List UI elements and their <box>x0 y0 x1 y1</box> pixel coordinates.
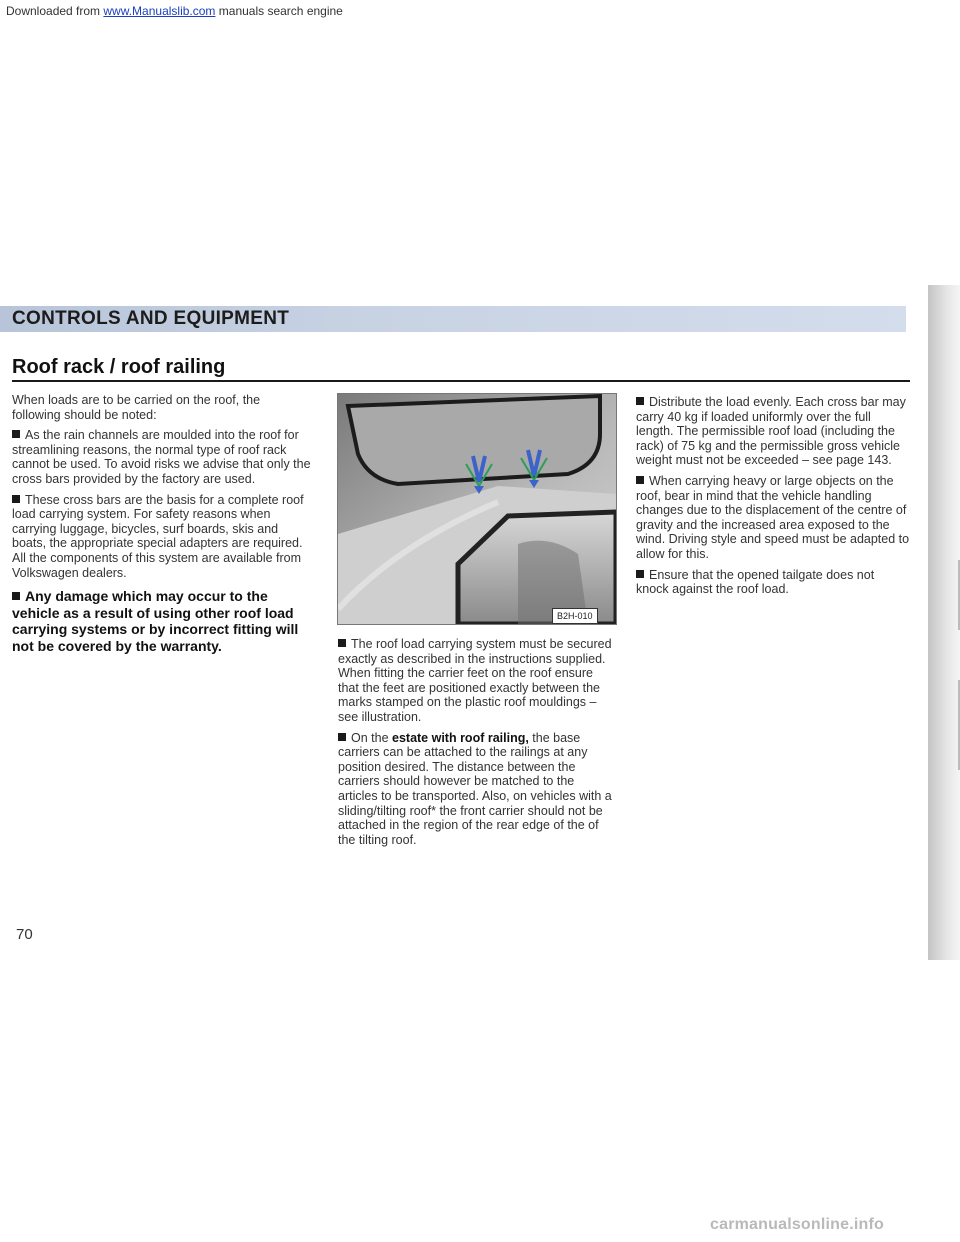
page-heading: Roof rack / roof railing <box>12 356 226 378</box>
load-distribution-text: Distribute the load evenly. Each cross bar may carry 40 kg if loaded uniformly over the full length. The permissible roof load (including the rack) of 75 kg and the permissible gross vehicle weight must not be exceeded – see page 143. <box>636 395 906 468</box>
tailgate-paragraph <box>636 568 910 597</box>
section-title: CONTROLS AND EQUIPMENT <box>12 308 290 329</box>
rain-channel-text: As the rain channels are moulded into the roof for streamlining reasons, the normal type of roof rack cannot be used. To avoid risks we advise that only the cross bars provided by the factory are used. <box>12 428 311 486</box>
warranty-warning-text: Any damage which may occur to the vehicle as a result of using other roof load carrying systems or by incorrect fitting will not be covered by the warranty. <box>12 588 299 654</box>
column-1 <box>12 393 312 660</box>
roof-photo-drawing <box>338 394 616 624</box>
square-bullet-icon <box>636 570 644 578</box>
square-bullet-icon <box>12 592 20 600</box>
roof-railing-paragraph <box>338 731 616 848</box>
watermark: carmanualsonline.info <box>710 1216 885 1233</box>
figure-label: B2H-010 <box>552 608 598 624</box>
roof-railing-post: the base carriers can be attached to the railings at any position desired. The distance between the carriers should however be matched to the articles to be transported. Also, on vehicles with a sliding/tilting roof* the front carrier should not be attached in the region of the rear edge of the of the tilting roof. <box>338 730 612 847</box>
carrier-fitting-text: The roof load carrying system must be secured exactly as described in the instructions supplied. When fitting the carrier feet on the roof ensure that the feet are positioned exactly between the marks stamped on the plastic roof mouldings – see illustration. <box>338 637 612 724</box>
column-3 <box>636 395 910 603</box>
roof-railing-pre: On the <box>351 730 392 745</box>
download-suffix: manuals search engine <box>215 4 343 18</box>
square-bullet-icon <box>636 397 644 405</box>
column-2 <box>338 637 616 853</box>
components-text: All the components of this system are available from Volkswagen dealers. <box>12 550 302 580</box>
manualslib-link[interactable]: www.Manualslib.com <box>103 4 216 18</box>
square-bullet-icon <box>338 733 346 741</box>
download-source-note <box>6 4 343 18</box>
square-bullet-icon <box>12 430 20 438</box>
warranty-warning <box>12 588 312 654</box>
square-bullet-icon <box>338 639 346 647</box>
intro-paragraph: When loads are to be carried on the roof, the following should be noted: <box>12 393 261 422</box>
carrier-fitting-paragraph <box>338 637 616 725</box>
roof-illustration <box>337 393 617 625</box>
heading-rule <box>12 380 910 382</box>
square-bullet-icon <box>636 476 644 484</box>
cross-bars-paragraph <box>12 493 312 581</box>
page-edge-strip <box>928 285 960 960</box>
page-number: 70 <box>16 926 33 943</box>
heavy-objects-text: When carrying heavy or large objects on the roof, bear in mind that the vehicle handling changes due to the displacement of the centre of gravity and the increased area exposed to the wind. Driving style and speed must be adapted to allow for this. <box>636 473 910 561</box>
square-bullet-icon <box>12 495 20 503</box>
rain-channel-paragraph <box>12 428 312 486</box>
download-prefix: Downloaded from <box>6 4 104 18</box>
heavy-objects-paragraph <box>636 474 910 562</box>
load-distribution-paragraph <box>636 395 910 468</box>
cross-bars-text: These cross bars are the basis for a complete roof load carrying system. For safety reasons when carrying luggage, bicycles, surf boards, skis and boats, the appropriate special adapters are required. <box>12 492 304 551</box>
roof-railing-bold: estate with roof railing, <box>392 730 529 745</box>
tailgate-text: Ensure that the opened tailgate does not knock against the roof load. <box>636 567 875 597</box>
